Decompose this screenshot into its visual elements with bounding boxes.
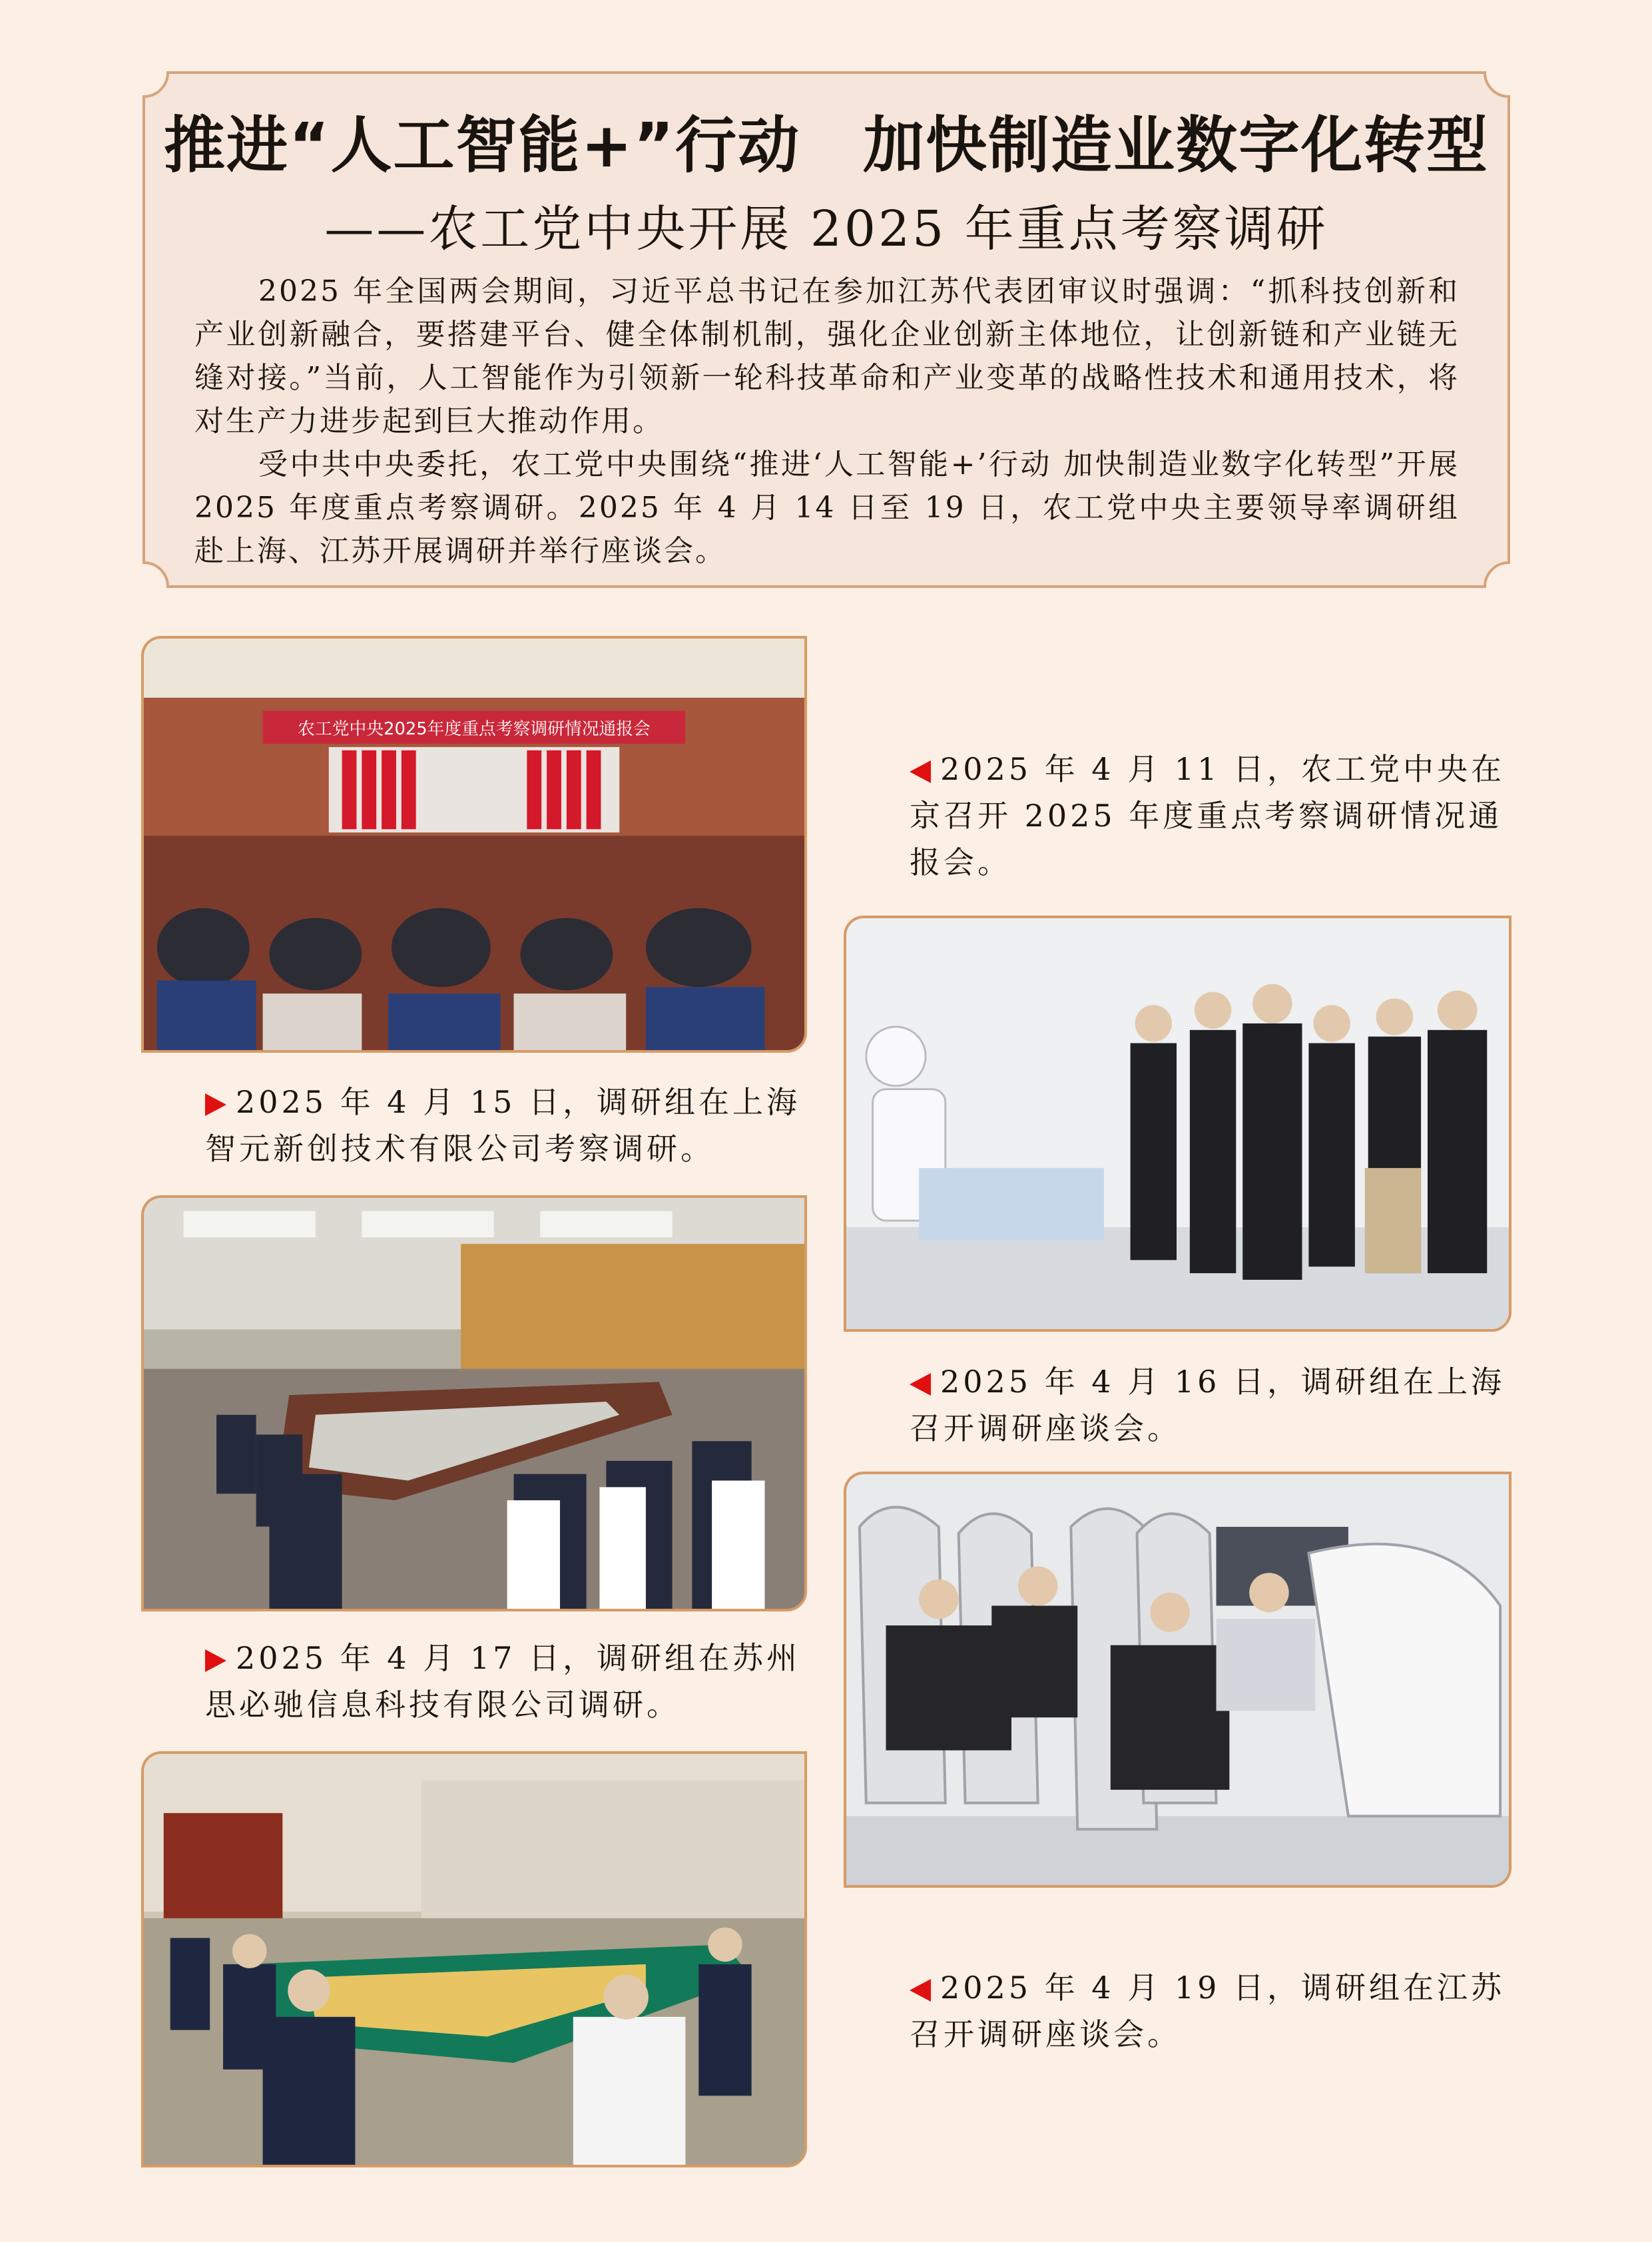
page-subtitle: ——农工党中央开展 2025 年重点考察调研 — [324, 200, 1328, 258]
caption-5 — [846, 1964, 1505, 2058]
caption-1 — [846, 746, 1505, 886]
photo-shanghai-symposium-image — [144, 1198, 804, 1609]
photo-suzhou-company-image — [846, 1474, 1509, 1885]
caption-text: 2025 年 4 月 17 日，调研组在苏州思必驰信息科技有限公司调研。 — [205, 1640, 800, 1723]
photo-jiangsu-symposium-image — [144, 1754, 804, 2165]
arrow-left-icon — [910, 1979, 931, 2002]
caption-text: 2025 年 4 月 19 日，调研组在江苏召开调研座谈会。 — [910, 1970, 1505, 2052]
caption-text: 2025 年 4 月 16 日，调研组在上海召开调研座谈会。 — [910, 1364, 1505, 1446]
intro-paragraph: 2025 年全国两会期间，习近平总书记在参加江苏代表团审议时强调：“抓科技创新和产业创新融合，要搭建平台、健全体制机制，强化企业创新主体地位，让创新链和产业链无缝对接。”当前，人工智能作为引领新一轮科技革命和产业变革的战略性技术和通用技术，将对生产力进步起到巨大推动作用。 — [194, 274, 1460, 438]
photo-robot-visit-image — [846, 918, 1509, 1329]
header-box — [141, 70, 1512, 589]
arrow-left-icon — [910, 1373, 931, 1396]
photo-banner-text: 农工党中央2025年度重点考察调研情况通报会 — [298, 719, 651, 740]
caption-text: 2025 年 4 月 11 日，农工党中央在京召开 2025 年度重点考察调研情况通报会。 — [910, 751, 1505, 880]
photo-suzhou-company — [844, 1472, 1512, 1888]
page-title: 推进“人工智能+”行动 加快制造业数字化转型 — [163, 110, 1490, 181]
arrow-left-icon — [910, 760, 931, 783]
caption-text: 2025 年 4 月 15 日，调研组在上海智元新创技术有限公司考察调研。 — [205, 1084, 800, 1167]
photo-report-meeting-image — [144, 639, 804, 1050]
photo-report-meeting — [141, 636, 807, 1053]
photo-robot-visit — [844, 916, 1512, 1332]
intro-text — [194, 270, 1460, 573]
caption-2 — [141, 1079, 814, 1172]
caption-4 — [141, 1635, 814, 1728]
photo-jiangsu-symposium — [141, 1751, 807, 2167]
intro-paragraph: 受中共中央委托，农工党中央围绕“推进‘人工智能+’行动 加快制造业数字化转型”开展 2025 年度重点考察调研。2025 年 4 月 14 日至 19 日，农工党中央主要领导率调研组赴上海、江苏开展调研并举行座谈会。 — [194, 447, 1460, 568]
caption-3 — [846, 1358, 1505, 1452]
photo-shanghai-symposium — [141, 1195, 807, 1611]
arrow-right-icon — [205, 1649, 226, 1672]
arrow-right-icon — [205, 1093, 226, 1116]
